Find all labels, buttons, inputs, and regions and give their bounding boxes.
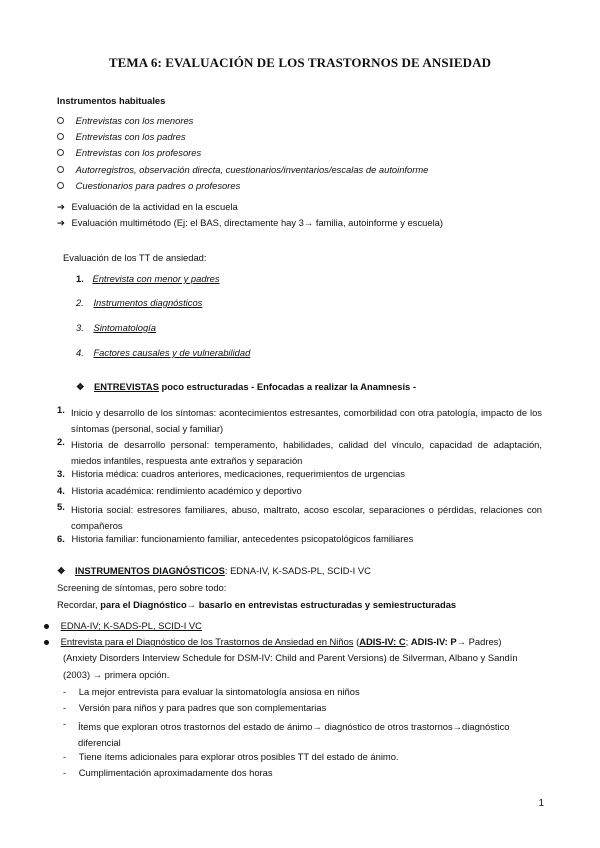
section-heading-entrevistas: ❖ ENTREVISTAS poco estructuradas - Enfocadas a realizar la Anamnesis -	[76, 381, 416, 392]
list-item: 2. Historia de desarrollo personal: temperamento, habilidades, calidad del vínculo, capacidad de adaptación, miedos infantiles, respuesta ante extraños y separación	[57, 436, 542, 466]
diamond-icon: ❖	[57, 565, 66, 576]
list-item: - Cumplimentación aproximadamente dos horas	[63, 767, 273, 778]
recordar-text: Recordar, para el Diagnóstico→ basarlo en entrevistas estructuradas y semiestructuradas	[57, 599, 457, 610]
page-number: 1	[538, 798, 544, 809]
list-item: 3. Sintomatología	[76, 322, 156, 333]
circle-bullet-icon	[57, 182, 64, 189]
list-item: ➔ Evaluación multimétodo (Ej: el BAS, directamente hay 3→ familia, autoinforme y escuela)	[57, 217, 443, 228]
instruments-heading: Instrumentos habituales	[57, 95, 166, 106]
adis-description: (Anxiety Disorders Interview Schedule for DSM-IV: Child and Parent Versions) de Silverman, Albano y Sandín	[63, 652, 518, 663]
list-item: 3. Historia médica: cuadros anteriores, medicaciones, requerimientos de urgencias	[57, 468, 405, 479]
instrument-link[interactable]: EDNA-IV; K-SADS-PL, SCID-I VC	[60, 620, 202, 631]
list-item: ➔ Evaluación de la actividad en la escuela	[57, 201, 238, 212]
list-item: Entrevistas con los padres	[57, 132, 186, 141]
arrow-right-icon: ➔	[57, 201, 65, 212]
circle-bullet-icon	[57, 149, 64, 156]
adis-date: (2003) → primera opción.	[63, 669, 170, 680]
list-item: Entrevistas con los profesores	[57, 148, 201, 157]
eval-step-link[interactable]: Instrumentos diagnósticos	[93, 297, 203, 308]
eval-step-link[interactable]: Factores causales y de vulnerabilidad	[93, 347, 251, 358]
list-item: Cuestionarios para padres o profesores	[57, 181, 240, 190]
page-title: TEMA 6: EVALUACIÓN DE LOS TRASTORNOS DE ANSIEDAD	[108, 55, 492, 70]
list-item: - Ítems que exploran otros trastornos del estado de ánimo→ diagnóstico de otros trastornos→diagnóstico diferencial	[63, 718, 510, 748]
list-item: - Tiene ítems adicionales para explorar otros posibles TT del estado de ánimo.	[63, 751, 399, 762]
list-item: 4. Historia académica: rendimiento académico y deportivo	[57, 485, 302, 496]
list-item: Entrevistas con los menores	[57, 116, 193, 125]
arrow-right-icon: ➔	[57, 217, 65, 228]
bullet-icon	[44, 640, 49, 645]
adis-link[interactable]: Entrevista para el Diagnóstico de los Trastornos de Ansiedad en Niños	[60, 636, 354, 647]
list-item: 5. Historia social: estresores familiares, abuso, maltrato, acoso escolar, separaciones o pérdidas, relaciones con compañeros	[57, 501, 542, 531]
list-item: - La mejor entrevista para evaluar la sintomatología ansiosa en niños	[63, 686, 360, 697]
list-item: Autorregistros, observación directa, cuestionarios/inventarios/escalas de autoinforme	[57, 165, 428, 174]
screening-text: Screening de síntomas, pero sobre todo:	[57, 582, 227, 593]
list-item	[44, 621, 202, 630]
eval-heading: Evaluación de los TT de ansiedad:	[63, 252, 207, 263]
diamond-icon: ❖	[76, 381, 85, 392]
section-heading-instrumentos: ❖ INSTRUMENTOS DIAGNÓSTICOS: EDNA-IV, K-SADS-PL, SCID-I VC	[57, 565, 371, 576]
list-item: Entrevista para el Diagnóstico de los Trastornos de Ansiedad en Niños (ADIS-IV: C; ADIS-IV: P→ Padres)	[44, 637, 501, 646]
circle-bullet-icon	[57, 117, 64, 124]
list-item: - Versión para niños y para padres que son complementarias	[63, 702, 327, 713]
list-item: 4. Factores causales y de vulnerabilidad	[76, 347, 251, 358]
circle-bullet-icon	[57, 133, 64, 140]
list-item: 1. Entrevista con menor y padres	[76, 273, 220, 284]
list-item: 6. Historia familiar: funcionamiento familiar, antecedentes psicopatológicos familiares	[57, 533, 414, 544]
list-item: 1. Inicio y desarrollo de los síntomas: acontecimientos estresantes, comorbilidad con otra patología, impacto de los síntomas (personal, social y familiar)	[57, 404, 542, 434]
bullet-icon	[44, 624, 49, 629]
circle-bullet-icon	[57, 166, 64, 173]
eval-step-link[interactable]: Sintomatología	[93, 322, 156, 333]
eval-step-link[interactable]: Entrevista con menor y padres	[92, 273, 220, 284]
list-item: 2. Instrumentos diagnósticos	[76, 297, 203, 308]
